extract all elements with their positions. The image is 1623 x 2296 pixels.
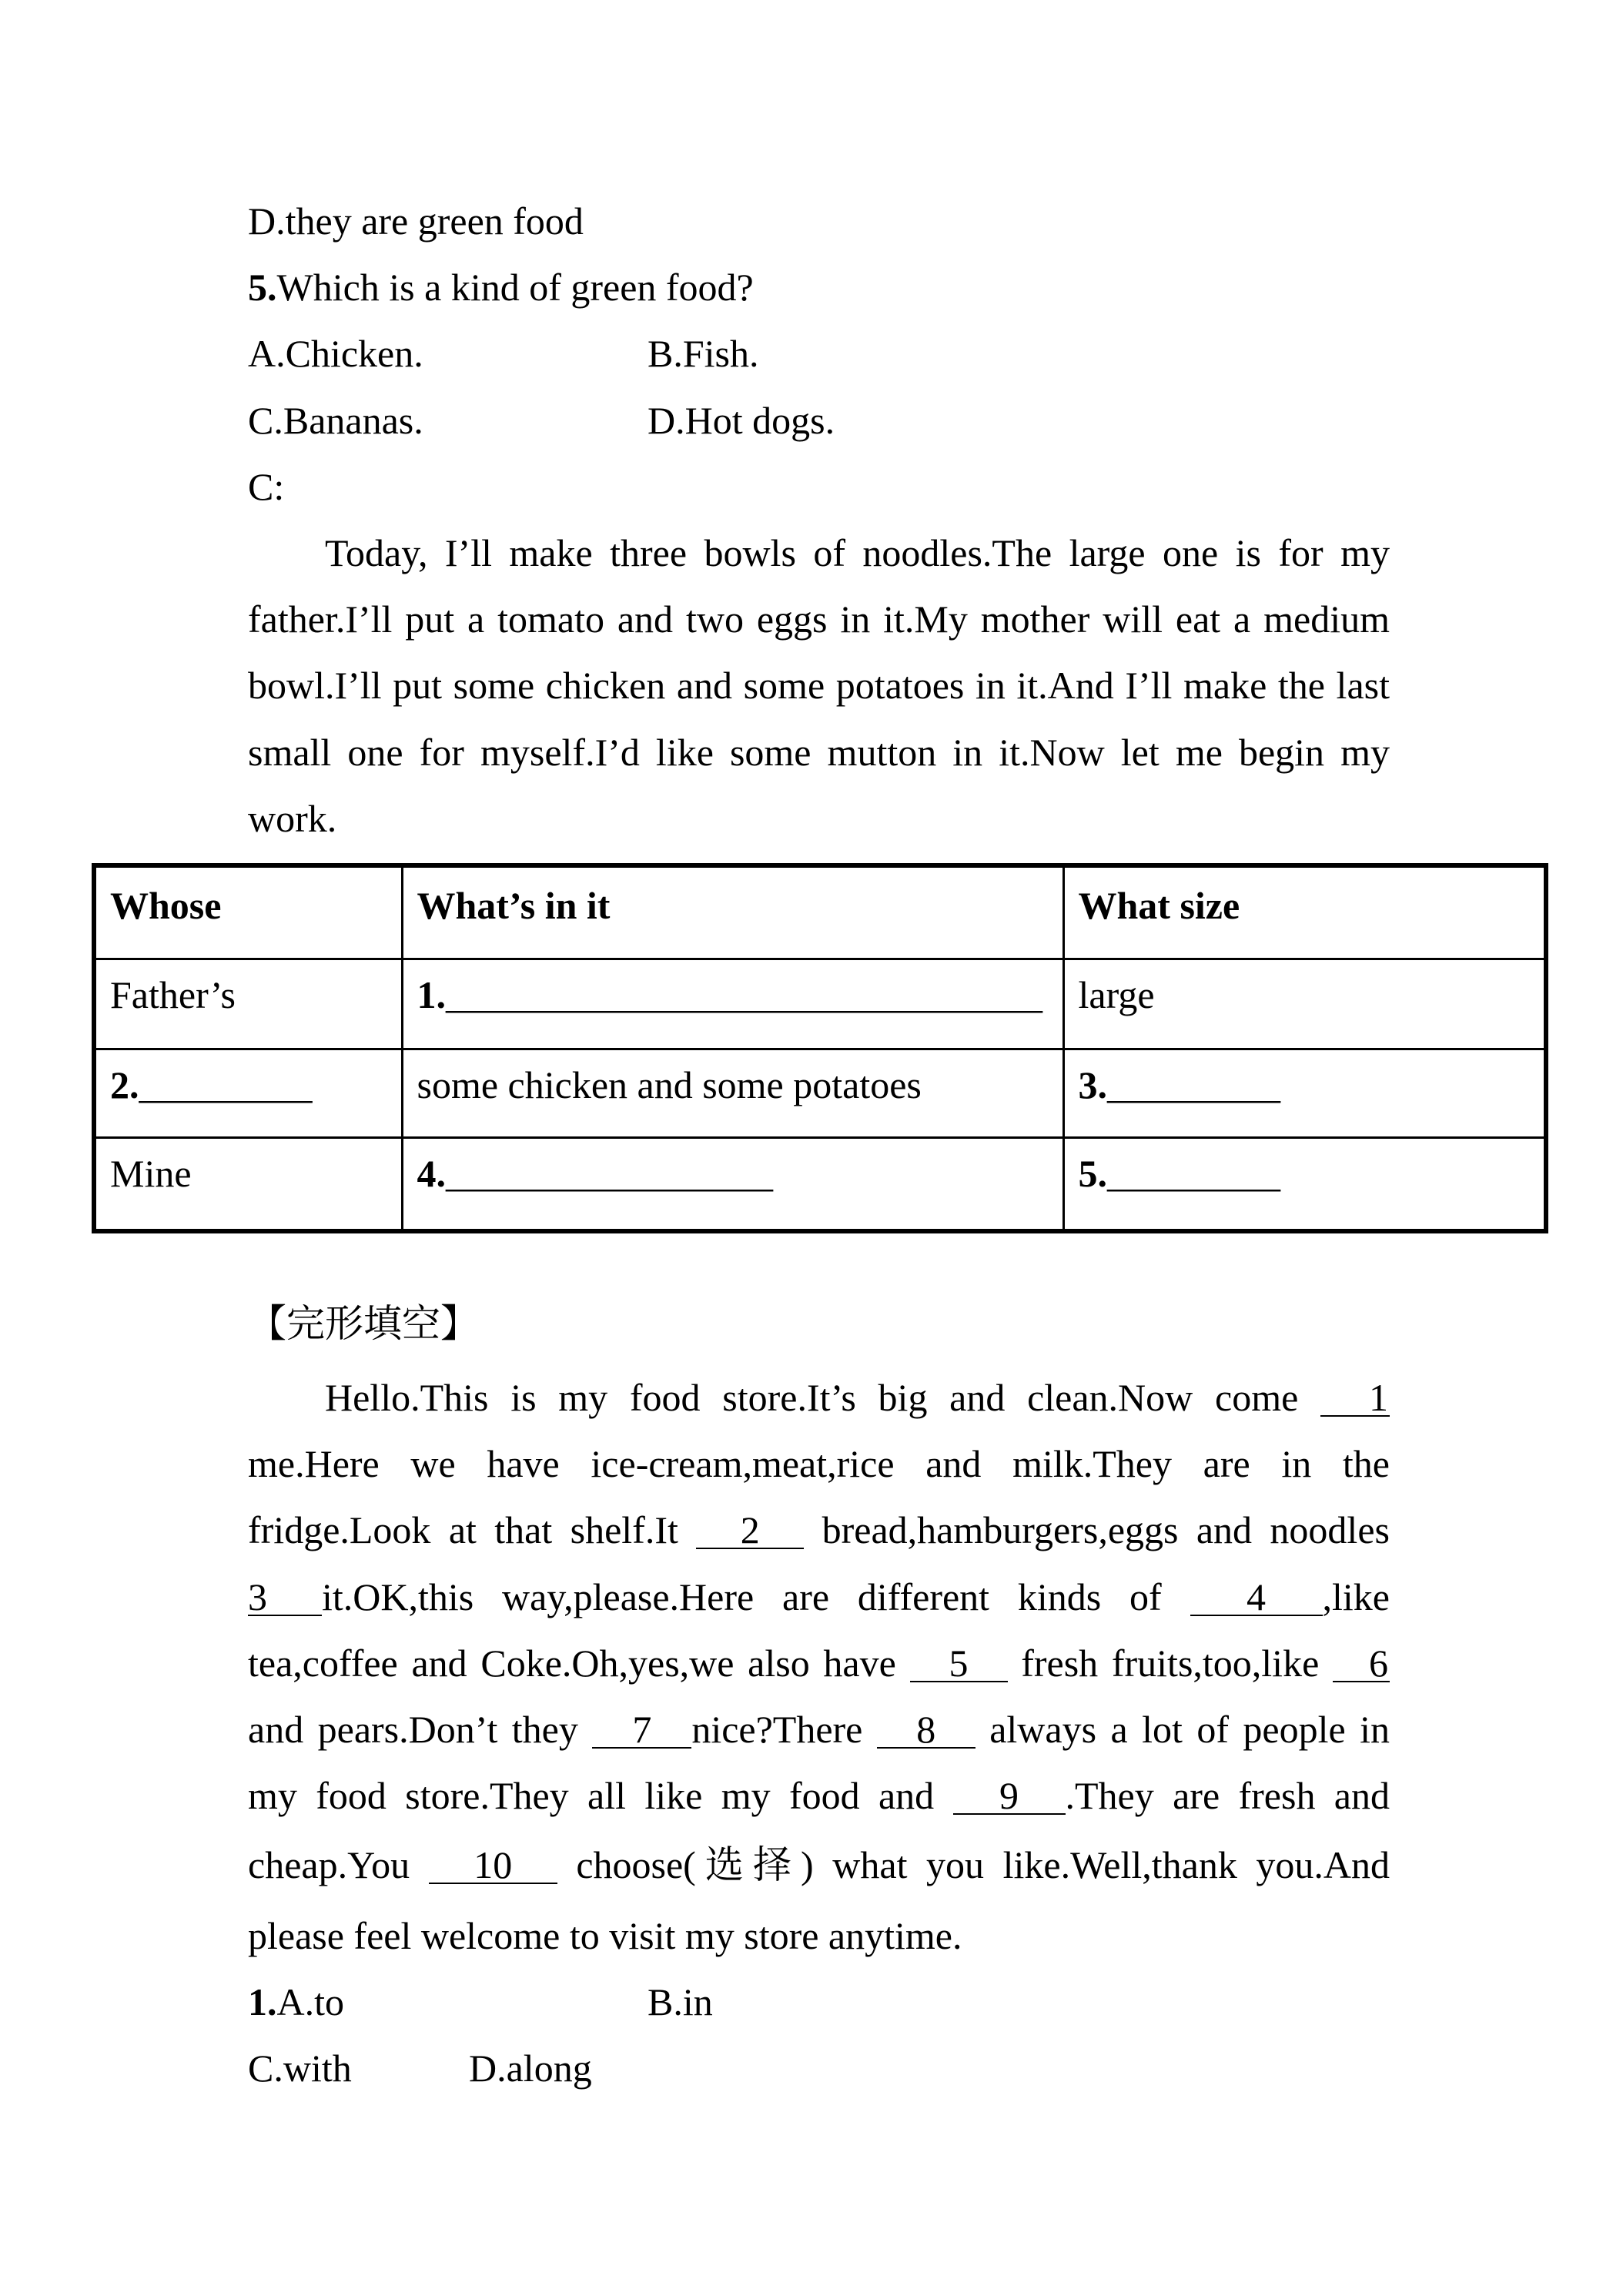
header-whats-in-it: What’s in it [402, 865, 1063, 959]
blank-8 [877, 1707, 975, 1751]
section-heading: 【完形填空】 [248, 1302, 479, 1345]
option-d: D.along [469, 2046, 592, 2090]
blank-5 [910, 1641, 1008, 1685]
cell-size [1063, 1049, 1546, 1137]
question-5-options-row-1 [248, 320, 1390, 387]
option-a-text: A.to [276, 1980, 344, 2023]
cell-text: Father’s [110, 972, 236, 1016]
cell-contents [402, 1137, 1063, 1231]
fill-in-table [92, 863, 1548, 1233]
cloze-line [248, 1497, 1390, 1563]
answer-blank: _________________ [446, 1151, 773, 1195]
cloze-heading-block [248, 1290, 1390, 1357]
blank-label: 2. [110, 1063, 139, 1106]
header-what-size: What size [1063, 865, 1546, 959]
passage-text: please feel welcome to visit my store anytime. [248, 1913, 962, 1957]
blank-number: 6 [1368, 1641, 1388, 1685]
cell-text: Mine [110, 1151, 192, 1195]
cloze-question-1-options-row-1 [248, 1969, 1390, 2035]
blank-number: 4 [1247, 1575, 1267, 1618]
option-a [248, 1969, 344, 2035]
blank-9 [953, 1774, 1066, 1818]
option-d: D.Hot dogs. [648, 398, 835, 442]
cloze-passage [248, 1364, 1390, 2101]
cloze-line [248, 1696, 1390, 1762]
blank-6 [1333, 1641, 1390, 1685]
question-5 [248, 254, 1390, 320]
blank-number: 1 [1369, 1376, 1388, 1419]
answer-blank: _________ [1107, 1063, 1280, 1106]
question-stem: Which is a kind of green food? [276, 266, 754, 310]
blank-number: 7 [632, 1707, 652, 1751]
cloze-line [248, 1762, 1390, 1829]
option-b: B.in [648, 1980, 713, 2023]
passage-label: C: [248, 464, 285, 508]
question-number: 1. [248, 1980, 277, 2023]
question-number: 5. [248, 266, 277, 310]
passage-text: choose(选择) what you like.Well,thank you.And [557, 1843, 1390, 1887]
cloze-line [248, 1431, 1390, 1497]
answer-blank: _________ [139, 1063, 313, 1106]
passage-text: me.Here we have ice-cream,meat,rice and milk.They are in the [248, 1442, 1390, 1486]
passage-line: bowl.I’ll put some chicken and some potatoes in it.And I’ll make the last [248, 664, 1390, 708]
passage-line: Today, I’ll make three bowls of noodles.The large one is for my [325, 530, 1390, 574]
reading-section [248, 188, 1390, 852]
passage-line: small one for myself.I’d like some mutton in it.Now let me begin my [248, 730, 1390, 774]
blank-label: 4. [417, 1151, 446, 1195]
cloze-line [248, 1832, 1390, 1898]
passage-text: bread,hamburgers,eggs and noodles [804, 1508, 1390, 1552]
passage-text: and pears.Don’t they [248, 1707, 593, 1751]
passage-text: tea,coffee and Coke.Oh,yes,we also have [248, 1641, 910, 1685]
question-5-options-row-2 [248, 387, 1390, 454]
blank-3 [248, 1575, 322, 1618]
cell-text: some chicken and some potatoes [417, 1063, 922, 1106]
cloze-line [248, 1564, 1390, 1630]
cloze-line [248, 1903, 1390, 1969]
passage-text: cheap.You [248, 1843, 429, 1887]
table-header-row [94, 865, 1546, 959]
passage-line: work. [248, 796, 337, 840]
passage-text: fridge.Look at that shelf.It [248, 1508, 697, 1552]
blank-number: 9 [999, 1774, 1019, 1818]
cell-whose [94, 1049, 402, 1137]
blank-number: 3 [248, 1575, 267, 1618]
option-c: C.Bananas. [248, 398, 423, 442]
passage-text: it.OK,this way,please.Here are different kinds of [322, 1575, 1190, 1618]
blank-10 [429, 1843, 557, 1887]
cell-contents [402, 1049, 1063, 1137]
blank-label: 1. [417, 972, 446, 1016]
passage-text: my food store.They all like my food and [248, 1774, 953, 1818]
blank-number: 8 [916, 1707, 936, 1751]
blank-1 [1320, 1376, 1390, 1419]
cell-text: large [1078, 972, 1155, 1016]
passage-text: Hello.This is my food store.It’s big and clean.Now come [325, 1376, 1320, 1419]
header-whose: Whose [94, 865, 402, 959]
cloze-question-1-options-row-2 [248, 2035, 1390, 2101]
table-row [94, 1049, 1546, 1137]
blank-number: 2 [740, 1508, 760, 1552]
option-b: B.Fish. [648, 332, 759, 376]
blank-number: 10 [474, 1843, 513, 1887]
blank-2 [696, 1508, 804, 1552]
cell-whose [94, 1137, 402, 1231]
cloze-line [248, 1364, 1390, 1431]
cell-size [1063, 959, 1546, 1049]
passage-text: ,like [1322, 1575, 1390, 1618]
blank-7 [592, 1707, 691, 1751]
option-a: A.Chicken. [248, 332, 423, 376]
answer-blank: _________ [1107, 1151, 1280, 1195]
blank-4 [1190, 1575, 1323, 1618]
passage-text: nice?There [691, 1707, 877, 1751]
option-c: C.with [248, 2046, 352, 2090]
passage-text: always a lot of people in [975, 1707, 1390, 1751]
cell-size [1063, 1137, 1546, 1231]
answer-blank: _______________________________ [446, 972, 1042, 1016]
cloze-line [248, 1630, 1390, 1696]
table-row [94, 1137, 1546, 1231]
cell-whose [94, 959, 402, 1049]
table-row [94, 959, 1546, 1049]
cell-contents [402, 959, 1063, 1049]
blank-label: 5. [1078, 1151, 1107, 1195]
previous-question-option-d: D.they are green food [248, 199, 584, 243]
blank-number: 5 [949, 1641, 969, 1685]
blank-label: 3. [1078, 1063, 1107, 1106]
passage-text: fresh fruits,too,like [1007, 1641, 1333, 1685]
passage-line: father.I’ll put a tomato and two eggs in it.My mother will eat a medium [248, 597, 1390, 641]
passage-text: .They are fresh and [1065, 1774, 1390, 1818]
